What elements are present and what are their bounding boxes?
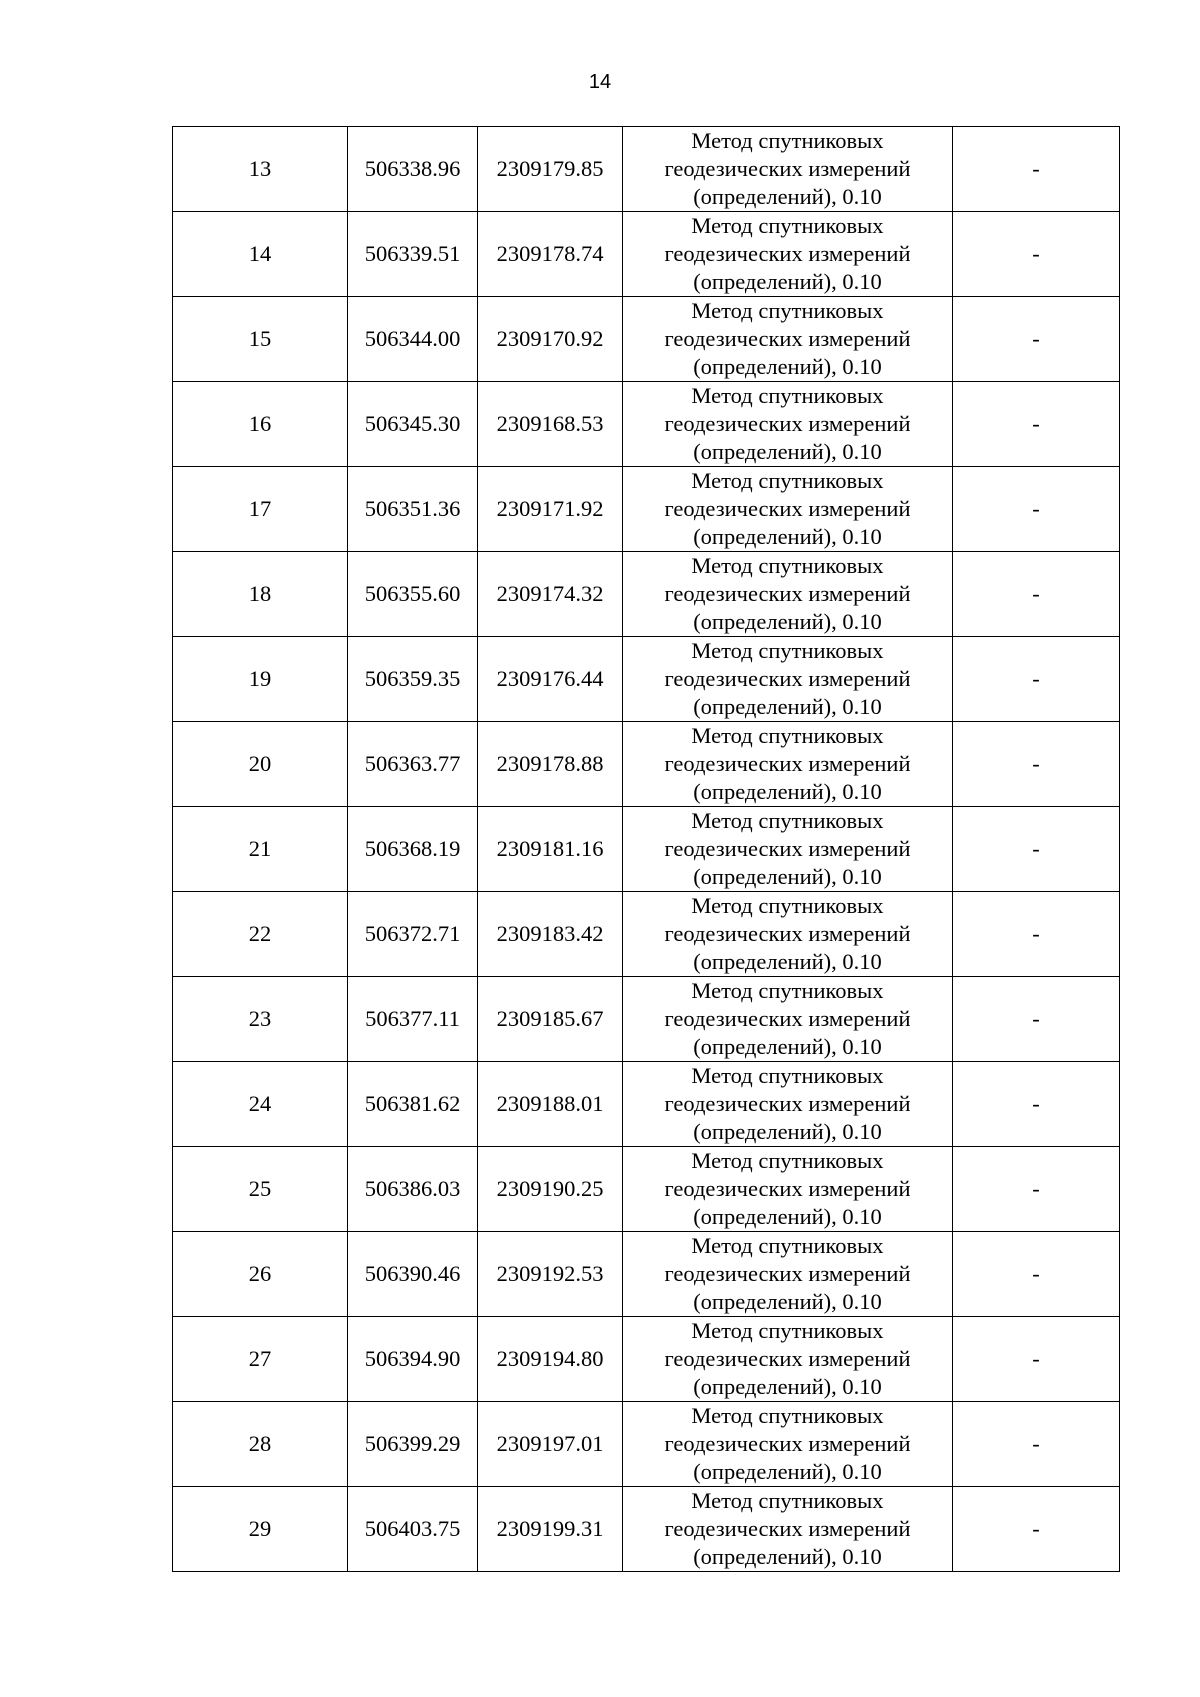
method-cell — [623, 1062, 953, 1147]
y-coordinate-cell: 2309168.53 — [478, 382, 623, 467]
note-cell: - — [953, 892, 1120, 977]
y-coordinate-cell: 2309181.16 — [478, 807, 623, 892]
x-coordinate-cell: 506355.60 — [348, 552, 478, 637]
point-number-cell: 21 — [173, 807, 348, 892]
y-coordinate-cell: 2309179.85 — [478, 127, 623, 212]
point-number-cell: 14 — [173, 212, 348, 297]
method-cell — [623, 1402, 953, 1487]
point-number-cell: 18 — [173, 552, 348, 637]
table-row — [173, 1062, 1120, 1147]
method-cell — [623, 892, 953, 977]
point-number-cell: 20 — [173, 722, 348, 807]
method-text: Метод спутниковых геодезических измерений (определений), 0.10 — [664, 1318, 911, 1399]
note-cell: - — [953, 552, 1120, 637]
table-row — [173, 552, 1120, 637]
point-number-cell: 27 — [173, 1317, 348, 1402]
y-coordinate-cell: 2309190.25 — [478, 1147, 623, 1232]
method-text: Метод спутниковых геодезических измерений (определений), 0.10 — [664, 638, 911, 719]
method-cell — [623, 977, 953, 1062]
method-cell — [623, 1317, 953, 1402]
y-coordinate-cell: 2309178.74 — [478, 212, 623, 297]
x-coordinate-cell: 506345.30 — [348, 382, 478, 467]
method-text: Метод спутниковых геодезических измерений (определений), 0.10 — [664, 298, 911, 379]
method-text: Метод спутниковых геодезических измерений (определений), 0.10 — [664, 128, 911, 209]
y-coordinate-cell: 2309183.42 — [478, 892, 623, 977]
table-row — [173, 212, 1120, 297]
x-coordinate-cell: 506403.75 — [348, 1487, 478, 1572]
x-coordinate-cell: 506339.51 — [348, 212, 478, 297]
note-cell: - — [953, 127, 1120, 212]
point-number-cell: 23 — [173, 977, 348, 1062]
method-cell — [623, 1487, 953, 1572]
table-row — [173, 892, 1120, 977]
method-cell — [623, 1232, 953, 1317]
method-cell — [623, 467, 953, 552]
x-coordinate-cell: 506351.36 — [348, 467, 478, 552]
y-coordinate-cell: 2309174.32 — [478, 552, 623, 637]
y-coordinate-cell: 2309176.44 — [478, 637, 623, 722]
point-number-cell: 17 — [173, 467, 348, 552]
method-cell — [623, 212, 953, 297]
table-row — [173, 1402, 1120, 1487]
method-cell — [623, 552, 953, 637]
note-cell: - — [953, 807, 1120, 892]
x-coordinate-cell: 506394.90 — [348, 1317, 478, 1402]
x-coordinate-cell: 506359.35 — [348, 637, 478, 722]
table-row — [173, 382, 1120, 467]
table-row — [173, 297, 1120, 382]
note-cell: - — [953, 382, 1120, 467]
method-text: Метод спутниковых геодезических измерений (определений), 0.10 — [664, 383, 911, 464]
table-row — [173, 1317, 1120, 1402]
method-cell — [623, 297, 953, 382]
point-number-cell: 13 — [173, 127, 348, 212]
point-number-cell: 24 — [173, 1062, 348, 1147]
note-cell: - — [953, 1487, 1120, 1572]
point-number-cell: 16 — [173, 382, 348, 467]
method-cell — [623, 382, 953, 467]
x-coordinate-cell: 506377.11 — [348, 977, 478, 1062]
table-row — [173, 1487, 1120, 1572]
x-coordinate-cell: 506390.46 — [348, 1232, 478, 1317]
note-cell: - — [953, 212, 1120, 297]
method-text: Метод спутниковых геодезических измерений (определений), 0.10 — [664, 1488, 911, 1569]
method-text: Метод спутниковых геодезических измерений (определений), 0.10 — [664, 978, 911, 1059]
point-number-cell: 26 — [173, 1232, 348, 1317]
method-cell — [623, 1147, 953, 1232]
point-number-cell: 19 — [173, 637, 348, 722]
table-row — [173, 467, 1120, 552]
method-text: Метод спутниковых геодезических измерений (определений), 0.10 — [664, 1063, 911, 1144]
note-cell: - — [953, 722, 1120, 807]
method-cell — [623, 807, 953, 892]
method-text: Метод спутниковых геодезических измерений (определений), 0.10 — [664, 723, 911, 804]
point-number-cell: 25 — [173, 1147, 348, 1232]
note-cell: - — [953, 977, 1120, 1062]
y-coordinate-cell: 2309188.01 — [478, 1062, 623, 1147]
method-cell — [623, 637, 953, 722]
y-coordinate-cell: 2309185.67 — [478, 977, 623, 1062]
table-row — [173, 127, 1120, 212]
method-text: Метод спутниковых геодезических измерений (определений), 0.10 — [664, 893, 911, 974]
method-text: Метод спутниковых геодезических измерений (определений), 0.10 — [664, 468, 911, 549]
x-coordinate-cell: 506363.77 — [348, 722, 478, 807]
table-row — [173, 1232, 1120, 1317]
note-cell: - — [953, 1147, 1120, 1232]
y-coordinate-cell: 2309171.92 — [478, 467, 623, 552]
x-coordinate-cell: 506386.03 — [348, 1147, 478, 1232]
table-row — [173, 807, 1120, 892]
page-number: 14 — [588, 71, 612, 93]
x-coordinate-cell: 506368.19 — [348, 807, 478, 892]
table-row — [173, 977, 1120, 1062]
method-text: Метод спутниковых геодезических измерений (определений), 0.10 — [664, 213, 911, 294]
note-cell: - — [953, 297, 1120, 382]
point-number-cell: 22 — [173, 892, 348, 977]
point-number-cell: 15 — [173, 297, 348, 382]
method-text: Метод спутниковых геодезических измерений (определений), 0.10 — [664, 1403, 911, 1484]
note-cell: - — [953, 1402, 1120, 1487]
note-cell: - — [953, 467, 1120, 552]
note-cell: - — [953, 1062, 1120, 1147]
point-number-cell: 28 — [173, 1402, 348, 1487]
method-text: Метод спутниковых геодезических измерений (определений), 0.10 — [664, 1233, 911, 1314]
table-body — [173, 127, 1120, 1572]
y-coordinate-cell: 2309197.01 — [478, 1402, 623, 1487]
y-coordinate-cell: 2309178.88 — [478, 722, 623, 807]
point-number-cell: 29 — [173, 1487, 348, 1572]
y-coordinate-cell: 2309199.31 — [478, 1487, 623, 1572]
table-row — [173, 722, 1120, 807]
x-coordinate-cell: 506338.96 — [348, 127, 478, 212]
note-cell: - — [953, 1232, 1120, 1317]
coordinates-table — [172, 126, 1120, 1572]
note-cell: - — [953, 1317, 1120, 1402]
x-coordinate-cell: 506372.71 — [348, 892, 478, 977]
method-text: Метод спутниковых геодезических измерений (определений), 0.10 — [664, 1148, 911, 1229]
note-cell: - — [953, 637, 1120, 722]
method-text: Метод спутниковых геодезических измерений (определений), 0.10 — [664, 553, 911, 634]
method-cell — [623, 127, 953, 212]
method-cell — [623, 722, 953, 807]
x-coordinate-cell: 506344.00 — [348, 297, 478, 382]
x-coordinate-cell: 506381.62 — [348, 1062, 478, 1147]
y-coordinate-cell: 2309170.92 — [478, 297, 623, 382]
table-row — [173, 1147, 1120, 1232]
x-coordinate-cell: 506399.29 — [348, 1402, 478, 1487]
table-row — [173, 637, 1120, 722]
y-coordinate-cell: 2309192.53 — [478, 1232, 623, 1317]
method-text: Метод спутниковых геодезических измерений (определений), 0.10 — [664, 808, 911, 889]
y-coordinate-cell: 2309194.80 — [478, 1317, 623, 1402]
